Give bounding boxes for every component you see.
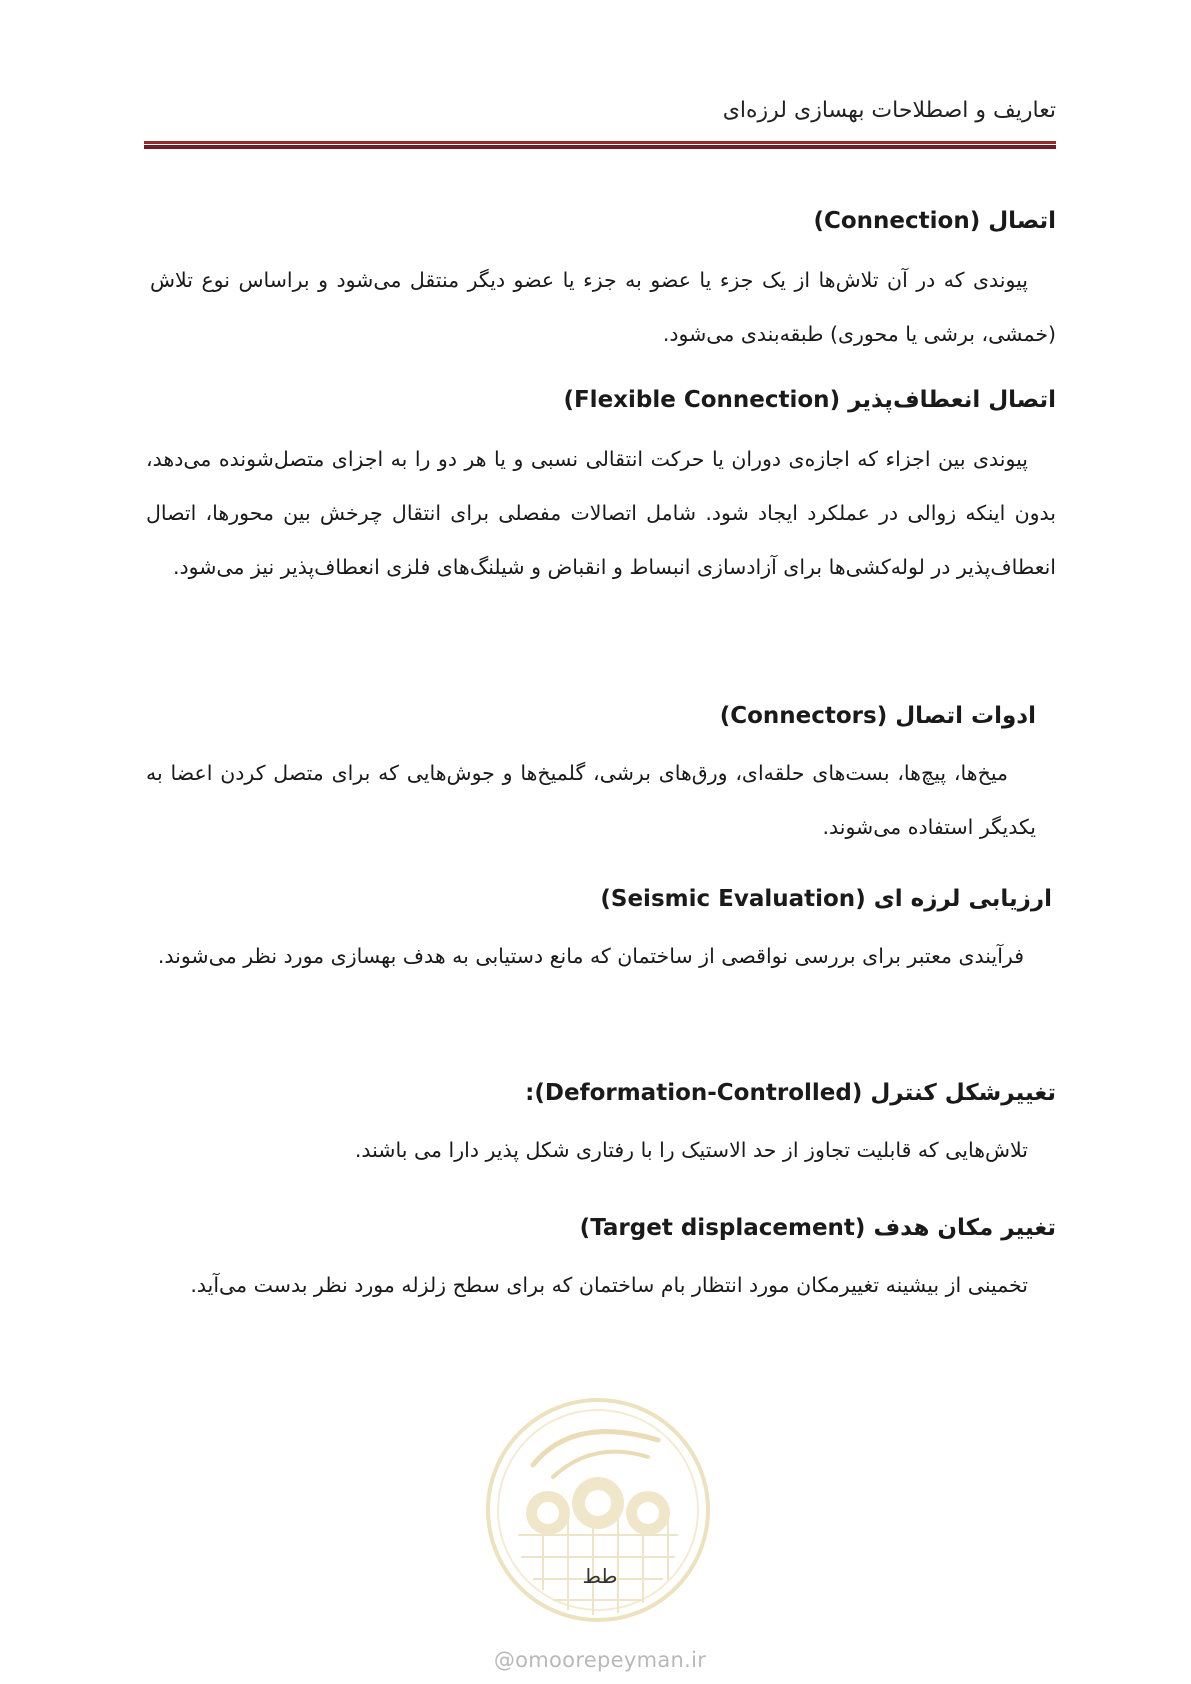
header-divider-thin bbox=[144, 141, 1056, 144]
term-connection bbox=[150, 205, 1056, 361]
term-heading: ارزیابی لرزه ای (Seismic Evaluation) bbox=[600, 886, 1052, 912]
term-seismic-evaluation bbox=[146, 883, 1052, 983]
term-definition: پیوندی که در آن تلاش‌ها از یک جزء یا عضو به جزء یا عضو دیگر منتقل می‌شود و براساس نوع تلاش (خمشی، برشی یا محوری) طبقه‌بندی می‌شود. bbox=[150, 268, 1056, 346]
watermark-site-url: @omoorepeyman.ir bbox=[493, 1648, 707, 1672]
watermark-logo bbox=[483, 1395, 713, 1625]
term-target-displacement bbox=[146, 1212, 1056, 1312]
header-divider-thick bbox=[144, 145, 1056, 149]
term-heading: تغییرشکل کنترل (Deformation-Controlled): bbox=[525, 1080, 1056, 1106]
term-heading: اتصال (Connection) bbox=[813, 208, 1056, 234]
term-deformation-controlled bbox=[146, 1077, 1056, 1177]
page-header-title: تعاریف و اصطلاحات بهسازی لرزه‌ای bbox=[722, 98, 1056, 123]
term-definition: تلاش‌هایی که قابلیت تجاوز از حد الاستیک را با رفتاری شکل پذیر دارا می باشند. bbox=[354, 1138, 1028, 1162]
term-heading: تغییر مکان هدف (Target displacement) bbox=[579, 1215, 1056, 1241]
term-definition: تخمینی از بیشینه تغییرمکان مورد انتظار بام ساختمان که برای سطح زلزله مورد نظر بدست می‌آید. bbox=[190, 1273, 1028, 1297]
page-number: طط bbox=[582, 1564, 618, 1588]
term-definition: فرآیندی معتبر برای بررسی نواقصی از ساختمان که مانع دستیابی به هدف بهسازی مورد نظر می‌شوند. bbox=[157, 944, 1024, 968]
term-heading: اتصال انعطاف‌پذیر (Flexible Connection) bbox=[563, 387, 1056, 413]
term-definition: پیوندی بین اجزاء که اجازه‌ی دوران یا حرکت انتقالی نسبی و یا هر دو را به اجزای متصل‌شونده می‌دهد، بدون اینکه زوالی در عملکرد ایجاد شود. شامل اتصالات مفصلی برای انتقال چرخش بین محورها، اتصال انعطاف‌پذیر در لوله‌کشی‌ها برای آزادسازی انبساط و انقباض و شیلنگ‌های فلزی انعطاف‌پذیر نیز می‌شود. bbox=[146, 447, 1056, 579]
term-connectors bbox=[146, 700, 1036, 854]
term-flexible-connection bbox=[146, 384, 1056, 594]
term-heading: ادوات اتصال (Connectors) bbox=[719, 703, 1036, 729]
term-definition: میخ‌ها، پیچ‌ها، بست‌های حلقه‌ای، ورق‌های برشی، گلمیخ‌ها و جوش‌هایی که برای متصل کردن اعضا به یکدیگر استفاده می‌شوند. bbox=[146, 761, 1036, 839]
